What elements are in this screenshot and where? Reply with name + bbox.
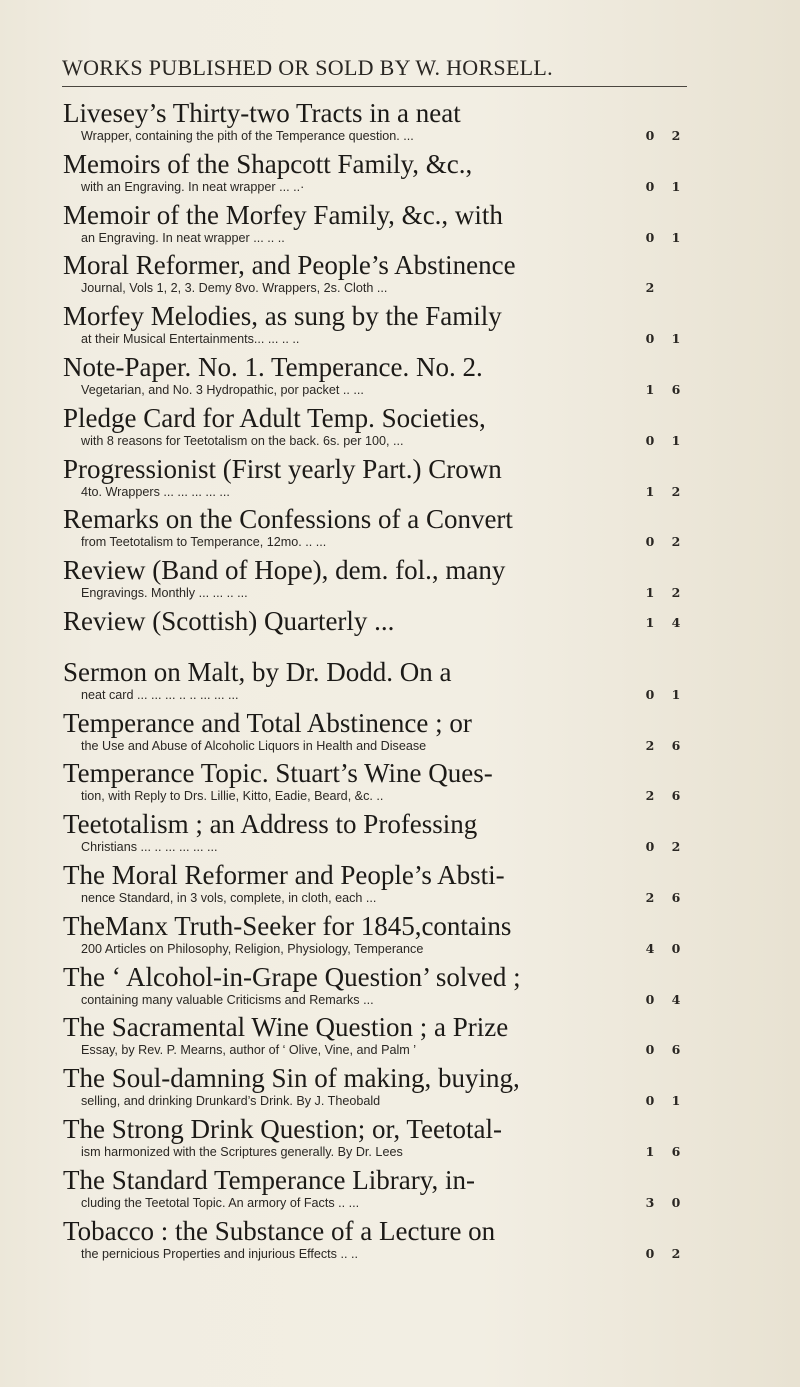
entry-price	[643, 992, 683, 1008]
entry-description: 4to. Wrappers ... ... ... ... ...	[81, 484, 230, 499]
entry-description: tion, with Reply to Drs. Lillie, Kitto, Eadie, Beard, &c. ..	[81, 789, 384, 804]
entry-price	[643, 433, 683, 449]
price-pence: 6	[671, 788, 681, 804]
price-pence: 2	[671, 128, 681, 143]
entry-description: the pernicious Properties and injurious Effects .. ..	[81, 1246, 358, 1261]
entry-title: The Soul-damning Sin of making, buying,	[63, 1063, 520, 1094]
entry-description: Essay, by Rev. P. Mearns, author of ‘ Olive, Vine, and Palm ’	[81, 1043, 417, 1058]
entry-title: Sermon on Malt, by Dr. Dodd. On a	[63, 656, 452, 687]
price-shillings: 1	[645, 1143, 655, 1159]
price-pence: 2	[671, 585, 681, 601]
entry-title: The Strong Drink Question; or, Teetotal-	[63, 1113, 502, 1144]
price-shillings: 3	[645, 1194, 655, 1210]
entry-price	[643, 687, 683, 703]
price-shillings: 0	[645, 331, 655, 347]
entry-price	[643, 941, 683, 957]
price-shillings: 4	[645, 940, 655, 956]
catalogue-entry	[63, 656, 683, 707]
entry-price	[643, 230, 683, 246]
price-shillings: 2	[645, 737, 655, 753]
price-shillings: 0	[645, 686, 655, 702]
price-shillings: 0	[645, 1093, 655, 1109]
entry-description: the Use and Abuse of Alcoholic Liquors in Health and Disease	[81, 738, 427, 753]
catalogue-entry	[63, 453, 683, 504]
entry-title: Morfey Melodies, as sung by the Family	[63, 301, 502, 332]
entry-price	[643, 1195, 683, 1211]
entry-title: Livesey’s Thirty-two Tracts in a neat	[63, 98, 461, 128]
price-pence: 0	[671, 940, 681, 956]
price-pence: 1	[671, 432, 681, 448]
price-pence: 2	[671, 839, 681, 855]
price-pence: 6	[671, 889, 681, 905]
entry-price	[643, 1144, 683, 1160]
entry-title: Tobacco : the Substance of a Lecture on	[63, 1215, 496, 1246]
entry-description: at their Musical Entertainments... ... .. ..	[81, 332, 300, 347]
price-shillings: 1	[645, 614, 655, 630]
price-pence: 2	[671, 483, 681, 499]
entry-title: Pledge Card for Adult Temp. Societies,	[63, 402, 486, 433]
catalogue-entry	[63, 1062, 683, 1113]
price-shillings: 1	[645, 483, 655, 499]
entry-price	[643, 1246, 683, 1262]
price-pence: 6	[671, 737, 681, 753]
entry-description: Vegetarian, and No. 3 Hydropathic, por packet .. ...	[81, 382, 364, 397]
catalogue-entry	[63, 148, 683, 199]
entry-title: Review (Scottish) Quarterly ...	[63, 605, 395, 636]
entry-price	[643, 484, 683, 500]
entry-title: Review (Band of Hope), dem. fol., many	[63, 555, 506, 586]
entry-title: Remarks on the Confessions of a Convert	[63, 504, 513, 535]
entry-price	[643, 534, 683, 550]
price-shillings: 2	[645, 788, 655, 804]
entry-price	[643, 179, 683, 195]
entry-title: Note-Paper. No. 1. Temperance. No. 2.	[63, 351, 483, 382]
price-shillings: 0	[645, 1245, 655, 1261]
price-pence: 6	[671, 1042, 681, 1058]
entry-description: Christians ... .. ... ... ... ...	[81, 840, 218, 855]
catalogue-entry	[63, 554, 683, 605]
catalogue-entry	[63, 503, 683, 554]
entry-description: nence Standard, in 3 vols, complete, in cloth, each ...	[81, 890, 377, 905]
price-pence: 2	[671, 534, 681, 550]
entry-title: The Sacramental Wine Question ; a Prize	[63, 1012, 509, 1043]
catalogue-entry	[63, 961, 683, 1012]
catalogue-entry	[63, 1164, 683, 1215]
entry-price	[643, 839, 683, 855]
entry-description: 200 Articles on Philosophy, Religion, Physiology, Temperance	[81, 941, 424, 956]
entry-title: The Standard Temperance Library, in-	[63, 1164, 475, 1195]
entry-description: Engravings. Monthly ... ... .. ...	[81, 586, 248, 601]
catalogue-entry	[63, 300, 683, 351]
price-shillings: 0	[645, 229, 655, 245]
price-shillings: 0	[645, 128, 655, 143]
price-pence: 2	[671, 1245, 681, 1261]
entry-description: Wrapper, containing the pith of the Temperance question. ...	[81, 129, 414, 143]
price-shillings: 1	[645, 381, 655, 397]
entry-title: TheManx Truth-Seeker for 1845,contains	[63, 910, 512, 941]
price-shillings: 0	[645, 839, 655, 855]
entry-price	[643, 128, 683, 144]
price-pence: 6	[671, 1143, 681, 1159]
price-shillings: 1	[645, 585, 655, 601]
entry-description: with 8 reasons for Teetotalism on the back. 6s. per 100, ...	[81, 433, 404, 448]
catalogue-entry	[63, 97, 683, 148]
entry-description: Journal, Vols 1, 2, 3. Demy 8vo. Wrappers, 2s. Cloth ...	[81, 281, 388, 296]
price-shillings: 0	[645, 1042, 655, 1058]
catalogue-entry	[63, 351, 683, 402]
catalogue-entry	[63, 707, 683, 758]
catalogue-entry	[63, 910, 683, 961]
catalogue-entry	[63, 859, 683, 910]
price-shillings: 2	[645, 889, 655, 905]
price-shillings: 0	[645, 991, 655, 1007]
entry-price	[643, 615, 683, 631]
price-shillings: 0	[645, 534, 655, 550]
price-pence: 1	[671, 229, 681, 245]
entry-price	[643, 280, 683, 296]
entry-price	[643, 738, 683, 754]
entry-title: Memoirs of the Shapcott Family, &c.,	[63, 148, 473, 179]
entry-title: Moral Reformer, and People’s Abstinence	[63, 250, 516, 281]
catalogue-entry	[63, 605, 683, 656]
price-pence: 4	[671, 614, 681, 630]
price-shillings: 0	[645, 178, 655, 194]
entry-title: The Moral Reformer and People’s Absti-	[63, 859, 505, 890]
entry-title: Temperance Topic. Stuart’s Wine Ques-	[63, 758, 493, 789]
price-shillings: 0	[645, 432, 655, 448]
entry-description: selling, and drinking Drunkard’s Drink. By J. Theobald	[81, 1094, 381, 1109]
entry-description: ism harmonized with the Scriptures generally. By Dr. Lees	[81, 1144, 403, 1159]
catalogue-entry	[63, 808, 683, 859]
entry-price	[643, 1093, 683, 1109]
entry-description: cluding the Teetotal Topic. An armory of Facts .. ...	[81, 1195, 360, 1210]
entry-title: Temperance and Total Abstinence ; or	[63, 707, 472, 738]
price-pence: 1	[671, 331, 681, 347]
entry-title: The ‘ Alcohol-in-Grape Question’ solved ;	[63, 961, 521, 992]
entry-title: Progressionist (First yearly Part.) Crown	[63, 453, 502, 484]
entry-description: an Engraving. In neat wrapper ... .. ..	[81, 230, 285, 245]
page-header: WORKS PUBLISHED OR SOLD BY W. HORSELL.	[62, 55, 553, 80]
catalogue-entry	[63, 1215, 683, 1266]
header-rule	[62, 86, 687, 87]
entry-title: Teetotalism ; an Address to Professing	[63, 809, 478, 840]
entry-price	[643, 1042, 683, 1058]
price-pence: 1	[671, 178, 681, 194]
price-pence	[669, 280, 683, 296]
catalogue-entry	[63, 757, 683, 808]
catalogue-entry	[63, 199, 683, 250]
catalogue-entries	[63, 97, 683, 1265]
catalogue-entry	[63, 1113, 683, 1164]
entry-price	[643, 331, 683, 347]
entry-description: from Teetotalism to Temperance, 12mo. .. ...	[81, 535, 327, 550]
catalogue-entry	[63, 1011, 683, 1062]
entry-description: neat card ... ... ... .. .. ... ... ...	[81, 687, 239, 702]
entry-price	[643, 890, 683, 906]
catalogue-entry	[63, 402, 683, 453]
catalogue-entry	[63, 249, 683, 300]
entry-price	[643, 788, 683, 804]
price-pence: 6	[671, 381, 681, 397]
price-pence: 4	[671, 991, 681, 1007]
price-shillings: 2	[645, 280, 655, 296]
entry-price	[643, 585, 683, 601]
entry-title: Memoir of the Morfey Family, &c., with	[63, 199, 503, 230]
price-pence: 1	[671, 686, 681, 702]
entry-description: containing many valuable Criticisms and Remarks ...	[81, 992, 374, 1007]
price-pence: 1	[671, 1093, 681, 1109]
price-pence: 0	[671, 1194, 681, 1210]
entry-price	[643, 382, 683, 398]
entry-description: with an Engraving. In neat wrapper ... ..·	[81, 179, 305, 194]
